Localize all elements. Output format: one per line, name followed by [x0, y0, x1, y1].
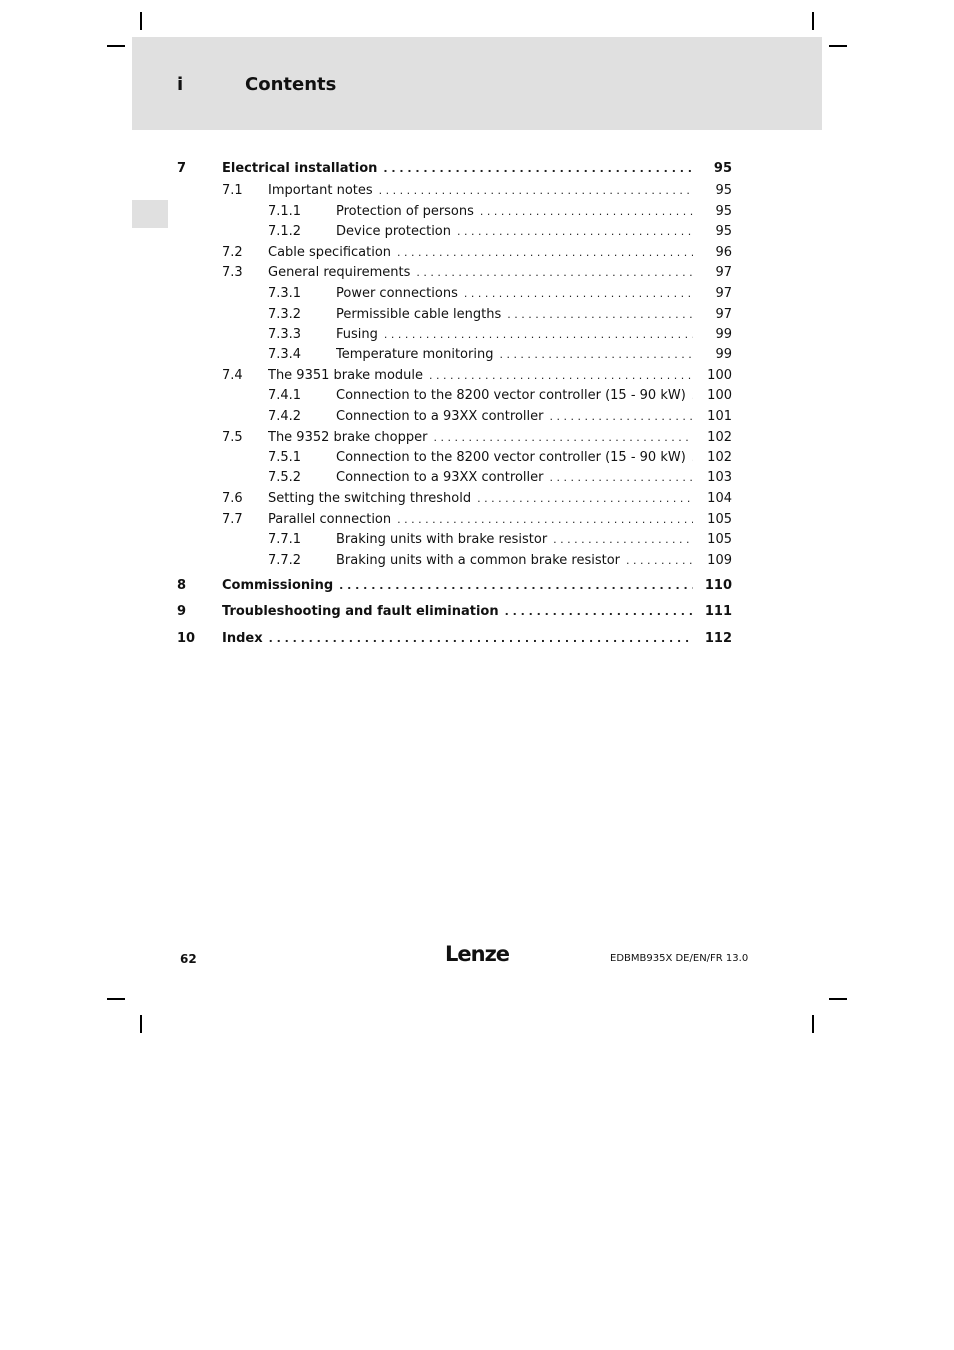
- toc-entry-text: [268, 263, 693, 283]
- toc-entry-title: Protection of persons: [336, 204, 474, 219]
- toc-entry-title: Index: [222, 631, 263, 646]
- toc-entry-title: Fusing: [336, 327, 378, 342]
- toc-entry-title: Temperature monitoring: [336, 347, 494, 362]
- toc-entry-page: 99: [715, 347, 732, 362]
- toc-entry[interactable]: [0, 202, 954, 222]
- crop-mark: [812, 1015, 814, 1033]
- toc-entry-page: 102: [707, 430, 732, 445]
- toc-entry-title: Device protection: [336, 224, 452, 239]
- toc-entry-number: 7.3.3: [268, 327, 302, 342]
- dot-leader: [507, 305, 693, 325]
- toc-entry-number: 7: [177, 161, 187, 176]
- toc-entry-text: [222, 629, 693, 649]
- page-title: Contents: [245, 74, 337, 95]
- crop-mark: [140, 1015, 142, 1033]
- dot-leader: [549, 407, 693, 427]
- toc-entry-text: [268, 428, 693, 448]
- toc-entry-text: [336, 530, 693, 550]
- dot-leader: [379, 181, 693, 201]
- toc-entry-number: 9: [177, 604, 187, 619]
- dot-leader: [480, 202, 693, 222]
- toc-entry-text: [268, 510, 693, 530]
- dot-leader: [433, 428, 693, 448]
- toc-entry-page: 102: [707, 450, 732, 465]
- toc-entry-number: 7.1.1: [268, 204, 302, 219]
- toc-entry-text: [336, 222, 693, 242]
- toc-entry-text: [336, 407, 693, 427]
- toc-entry-text: [336, 386, 693, 406]
- toc-entry-text: [268, 243, 693, 263]
- toc-entry-title: Braking units with brake resistor: [336, 532, 548, 547]
- crop-mark: [829, 45, 847, 47]
- toc-entry[interactable]: [0, 263, 954, 283]
- dot-leader: [397, 243, 693, 263]
- dot-leader: [626, 551, 693, 571]
- toc-entry[interactable]: [0, 510, 954, 530]
- toc-entry-page: 109: [707, 553, 732, 568]
- toc-entry-page: 95: [713, 161, 732, 176]
- toc-entry-number: 7.6: [222, 491, 243, 506]
- toc-entry[interactable]: [0, 576, 954, 596]
- toc-entry-number: 8: [177, 578, 187, 593]
- crop-mark: [829, 998, 847, 1000]
- toc-entry-text: [336, 305, 693, 325]
- toc-entry[interactable]: [0, 468, 954, 488]
- toc-entry-title: Connection to a 93XX controller: [336, 409, 544, 424]
- toc-entry-number: 7.3.2: [268, 307, 302, 322]
- crop-mark: [812, 12, 814, 30]
- toc-entry[interactable]: [0, 222, 954, 242]
- lenze-logo: Lenze: [445, 942, 510, 966]
- toc-entry-title: Connection to a 93XX controller: [336, 470, 544, 485]
- document-id: EDBMB935X DE/EN/FR 13.0: [610, 953, 749, 964]
- dot-leader: [505, 602, 693, 622]
- toc-entry-page: 104: [707, 491, 732, 506]
- toc-entry-title: The 9351 brake module: [268, 368, 424, 383]
- dot-leader: [549, 468, 693, 488]
- header-band: [132, 37, 822, 130]
- toc-entry-title: The 9352 brake chopper: [268, 430, 428, 445]
- toc-entry-title: Permissible cable lengths: [336, 307, 502, 322]
- chapter-marker: i: [177, 74, 184, 95]
- toc-entry-page: 110: [704, 578, 732, 593]
- toc-entry-page: 111: [704, 604, 732, 619]
- dot-leader: [269, 629, 693, 649]
- toc-entry-number: 7.7.2: [268, 553, 302, 568]
- dot-leader: [499, 345, 693, 365]
- dot-leader: [477, 489, 693, 509]
- toc-entry[interactable]: [0, 551, 954, 571]
- toc-entry-title: General requirements: [268, 265, 411, 280]
- toc-entry-page: 112: [704, 631, 732, 646]
- toc-entry-number: 7.3.4: [268, 347, 302, 362]
- dot-leader: [383, 159, 693, 179]
- toc-entry-number: 7.5: [222, 430, 243, 445]
- toc-entry-page: 100: [707, 368, 732, 383]
- toc-entry-title: Troubleshooting and fault elimination: [222, 604, 499, 619]
- toc-entry[interactable]: [0, 530, 954, 550]
- toc-entry[interactable]: [0, 366, 954, 386]
- toc-entry-title: Setting the switching threshold: [268, 491, 472, 506]
- toc-entry-page: 105: [707, 512, 732, 527]
- toc-entry-page: 101: [707, 409, 732, 424]
- crop-mark: [107, 998, 125, 1000]
- toc-entry-title: Connection to the 8200 vector controller (15 - 90 kW): [336, 450, 686, 465]
- crop-mark: [107, 45, 125, 47]
- toc-entry-title: Electrical installation: [222, 161, 378, 176]
- toc-entry-text: [336, 468, 693, 488]
- toc-entry[interactable]: [0, 181, 954, 201]
- toc-entry[interactable]: [0, 407, 954, 427]
- toc-entry-title: Power connections: [336, 286, 458, 301]
- toc-entry-number: 7.4.1: [268, 388, 302, 403]
- toc-entry-number: 7.4.2: [268, 409, 302, 424]
- toc-entry[interactable]: [0, 386, 954, 406]
- toc-entry-number: 7.5.2: [268, 470, 302, 485]
- toc-entry-number: 10: [177, 631, 196, 646]
- dot-leader: [692, 386, 693, 406]
- toc-entry[interactable]: [0, 489, 954, 509]
- toc-entry-number: 7.4: [222, 368, 243, 383]
- toc-entry-page: 97: [715, 307, 732, 322]
- page-number: 62: [180, 952, 197, 966]
- dot-leader: [429, 366, 693, 386]
- toc-entry-text: [222, 576, 693, 596]
- toc-entry-text: [268, 489, 693, 509]
- toc-entry-text: [268, 366, 693, 386]
- toc-entry-page: 95: [715, 224, 732, 239]
- toc-entry-page: 99: [715, 327, 732, 342]
- toc-entry-text: [222, 159, 693, 179]
- toc-entry-page: 103: [707, 470, 732, 485]
- toc-entry-page: 97: [715, 286, 732, 301]
- toc-entry-title: Important notes: [268, 183, 373, 198]
- toc-entry[interactable]: [0, 448, 954, 468]
- dot-leader: [692, 448, 693, 468]
- toc-entry-text: [336, 284, 693, 304]
- dot-leader: [384, 325, 693, 345]
- toc-entry-number: 7.3: [222, 265, 243, 280]
- toc-entry-number: 7.2: [222, 245, 243, 260]
- toc-entry-text: [336, 202, 693, 222]
- toc-entry-page: 96: [715, 245, 732, 260]
- toc-entry-number: 7.7.1: [268, 532, 302, 547]
- dot-leader: [416, 263, 693, 283]
- dot-leader: [464, 284, 693, 304]
- toc-entry-title: Connection to the 8200 vector controller (15 - 90 kW): [336, 388, 686, 403]
- dot-leader: [553, 530, 693, 550]
- toc-entry[interactable]: [0, 284, 954, 304]
- toc-entry-title: Commissioning: [222, 578, 334, 593]
- toc-entry-text: [222, 602, 693, 622]
- toc-entry-number: 7.5.1: [268, 450, 302, 465]
- toc-entry[interactable]: [0, 325, 954, 345]
- toc-entry[interactable]: [0, 243, 954, 263]
- dot-leader: [457, 222, 693, 242]
- toc-entry-title: Braking units with a common brake resistor: [336, 553, 621, 568]
- toc-entry-text: [336, 551, 693, 571]
- toc-entry-title: Parallel connection: [268, 512, 392, 527]
- toc-entry[interactable]: [0, 428, 954, 448]
- toc-entry-number: 7.1.2: [268, 224, 302, 239]
- crop-mark: [140, 12, 142, 30]
- toc-entry-page: 95: [715, 204, 732, 219]
- toc-entry-page: 105: [707, 532, 732, 547]
- toc-entry[interactable]: [0, 629, 954, 649]
- toc-entry-text: [268, 181, 693, 201]
- toc-entry-title: Cable specification: [268, 245, 392, 260]
- toc-entry[interactable]: [0, 345, 954, 365]
- toc-entry-page: 95: [715, 183, 732, 198]
- toc-entry-text: [336, 345, 693, 365]
- toc-entry-number: 7.3.1: [268, 286, 302, 301]
- toc-entry-page: 97: [715, 265, 732, 280]
- toc-entry-number: 7.1: [222, 183, 243, 198]
- toc-entry-text: [336, 448, 693, 468]
- toc-entry[interactable]: [0, 159, 954, 179]
- toc-entry[interactable]: [0, 602, 954, 622]
- dot-leader: [339, 576, 693, 596]
- dot-leader: [397, 510, 693, 530]
- toc-entry-number: 7.7: [222, 512, 243, 527]
- toc-entry[interactable]: [0, 305, 954, 325]
- toc-entry-text: [336, 325, 693, 345]
- toc-entry-page: 100: [707, 388, 732, 403]
